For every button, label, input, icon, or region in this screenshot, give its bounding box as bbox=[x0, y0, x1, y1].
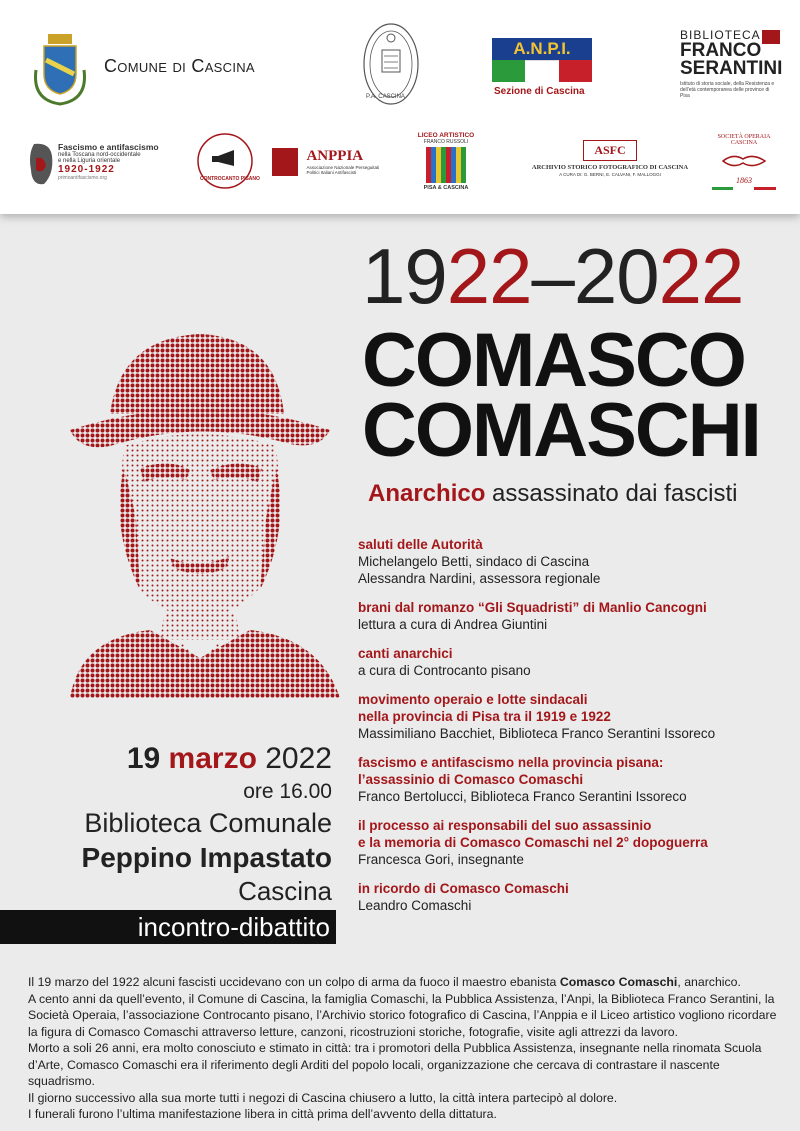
seal-text: P.A. CASCINA bbox=[366, 94, 405, 100]
description-p1-bold: Comasco Comaschi bbox=[559, 975, 678, 989]
fascismo-sub2: e nella Liguria orientale bbox=[58, 158, 121, 164]
societa-year: 1863 bbox=[736, 176, 752, 185]
program-item bbox=[358, 691, 788, 742]
liceo-place: PISA & CASCINA bbox=[423, 185, 469, 191]
program-item bbox=[358, 754, 788, 805]
program-item-heading: e la memoria di Comasco Comaschi nel 2° dopoguerra bbox=[358, 835, 708, 850]
name-last: COMASCHI bbox=[362, 388, 760, 473]
event-venue-name: Peppino Impastato bbox=[81, 842, 332, 873]
program-item-heading: brani dal romanzo “Gli Squadristi” di Manlio Cancogni bbox=[358, 600, 707, 615]
program-item-speaker: Francesca Gori, insegnante bbox=[358, 852, 524, 867]
anppia-logo bbox=[272, 148, 386, 176]
program-item bbox=[358, 645, 788, 679]
societa-operaia-logo bbox=[712, 134, 776, 190]
serantini-label: SERANTINI bbox=[680, 58, 783, 79]
years-dash-20: –20 bbox=[531, 232, 659, 320]
franco-label: FRANCO bbox=[680, 40, 762, 61]
description-p4: Il giorno successivo alla sua morte tutti i negozi di Cascina chiusero a lutto, la città intera partecipò al dolore. bbox=[28, 1090, 618, 1105]
fascismo-map-icon bbox=[28, 140, 54, 188]
biblioteca-label: BIBLIOTECA bbox=[680, 28, 761, 42]
comune-crest-icon bbox=[28, 30, 92, 106]
handshake-icon bbox=[719, 149, 769, 171]
liceo-name: FRANCO RUSSOLI bbox=[423, 139, 469, 145]
program-item bbox=[358, 880, 788, 914]
biblioteca-desc: Istituto di storia sociale, della Resistenza e dell'età contemporanea delle province di Pisa bbox=[680, 81, 775, 99]
anppia-emblem-icon bbox=[272, 148, 298, 176]
program-item-speaker: Massimiliano Bacchiet, Biblioteca Franco Serantini Issoreco bbox=[358, 726, 716, 741]
description-p5: I funerali furono l’ultima manifestazione libera in città prima dell’avvento della dittatura. bbox=[28, 1107, 497, 1121]
program-item-speaker: Michelangelo Betti, sindaco di Cascina bbox=[358, 554, 590, 569]
years-title bbox=[362, 232, 744, 320]
logo-band bbox=[0, 0, 800, 214]
description-p1 bbox=[28, 974, 778, 991]
years-19: 19 bbox=[362, 232, 447, 320]
program-item-heading: il processo ai responsabili del suo assassinio bbox=[358, 818, 652, 833]
program-item-speaker: Alessandra Nardini, assessora regionale bbox=[358, 571, 601, 586]
description-p1-post: , anarchico. bbox=[677, 975, 741, 989]
event-city: Cascina bbox=[238, 876, 332, 906]
event-time: ore 16.00 bbox=[243, 780, 332, 803]
comune-label: Comune di Cascina bbox=[104, 56, 255, 76]
fascismo-years: 1920-1922 bbox=[58, 164, 115, 175]
program-item-speaker: Leandro Comaschi bbox=[358, 898, 472, 913]
program-item bbox=[358, 536, 788, 587]
tricolor-bar bbox=[712, 187, 776, 190]
anpi-sub: Sezione di Cascina bbox=[494, 86, 585, 97]
event-month: marzo bbox=[168, 742, 257, 775]
subtitle-rest: assassinato dai fascisti bbox=[485, 480, 738, 507]
serantini-bar-icon bbox=[762, 30, 780, 44]
portrait-illustration bbox=[40, 318, 360, 698]
years-22a: 22 bbox=[446, 232, 532, 320]
program-item-heading: l’assassinio di Comasco Comaschi bbox=[358, 772, 584, 787]
program-item-heading: saluti delle Autorità bbox=[358, 537, 483, 552]
societa-label: SOCIETÀ OPERAIA CASCINA bbox=[717, 134, 771, 146]
years-22b: 22 bbox=[658, 232, 744, 320]
program-item-heading: fascismo e antifascismo nella provincia pisana: bbox=[358, 755, 664, 770]
liceo-logo bbox=[414, 132, 478, 191]
subtitle bbox=[368, 480, 738, 508]
liceo-emblem-icon bbox=[426, 147, 466, 183]
fascismo-url: primoantifascismo.org bbox=[58, 175, 107, 181]
name-first: COMASCO bbox=[362, 318, 745, 403]
subtitle-anarchico: Anarchico bbox=[368, 480, 486, 507]
program-item-speaker: lettura a cura di Andrea Giuntini bbox=[358, 617, 548, 632]
liceo-title: LICEO ARTISTICO bbox=[417, 132, 475, 139]
anppia-sub: Associazione Nazionale Perseguitati Politici Italiani Antifascisti bbox=[306, 165, 380, 175]
event-type: incontro-dibattito bbox=[137, 912, 330, 942]
program-item-heading: in ricordo di Comasco Comaschi bbox=[358, 881, 569, 896]
anpi-label: A.N.P.I. bbox=[513, 39, 571, 58]
program-item-heading: canti anarchici bbox=[358, 646, 453, 661]
event-year: 2022 bbox=[265, 742, 332, 775]
event-day: 19 bbox=[126, 742, 161, 775]
controcanto-label: CONTROCANTO PISANO bbox=[200, 176, 260, 182]
program-list bbox=[358, 536, 788, 926]
program-item-heading: nella provincia di Pisa tra il 1919 e 1922 bbox=[358, 709, 611, 724]
program-item-speaker: Franco Bertolucci, Biblioteca Franco Serantini Issoreco bbox=[358, 789, 687, 804]
asfc-title: ARCHIVIO STORICO FOTOGRAFICO DI CASCINA bbox=[531, 164, 689, 171]
name-title bbox=[362, 318, 760, 473]
asfc-label: ASFC bbox=[583, 140, 636, 161]
anpi-logo bbox=[492, 38, 592, 82]
fascismo-title: Fascismo e antifascismo bbox=[58, 142, 159, 152]
description-p3: Morto a soli 26 anni, era molto conosciuto e stimato in città: tra i promotori della Pubblica Assistenza, insegnante nella rinomata Scuola d’Arte, Comasco Comaschi era il riferimento degli Arditi del popolo locali, organizzazione che cercava di contrastare il nascente squadrismo. bbox=[28, 1041, 762, 1088]
description-p1-pre: Il 19 marzo del 1922 alcuni fascisti uccidevano con un colpo di arma da fuoco il maestro ebanista bbox=[28, 975, 560, 989]
fascismo-sub1: nella Toscana nord-occidentale bbox=[58, 152, 141, 158]
biblioteca-serantini-logo bbox=[680, 28, 783, 99]
program-item-heading: movimento operaio e lotte sindacali bbox=[358, 692, 588, 707]
program-item bbox=[358, 817, 788, 868]
program-item bbox=[358, 599, 788, 633]
asfc-sub: A CURA DI: G. BERNI, E. CALVANI, F. MALLOGGI bbox=[559, 172, 661, 177]
asfc-logo bbox=[530, 140, 690, 177]
event-type-banner bbox=[0, 910, 336, 944]
description bbox=[28, 974, 778, 1123]
event-venue: Biblioteca Comunale bbox=[84, 808, 332, 838]
anppia-label: ANPPIA bbox=[306, 148, 364, 164]
description-p2: A cento anni da quell’evento, il Comune di Cascina, la famiglia Comaschi, la Pubblica Assistenza, l’Anpi, la Biblioteca Franco Serantini, la Società Operaia, l’associazione Controcanto pisano, l’Archivio storico fotografico di Cascina, l’Anppia e il Liceo artistico vogliono ricordare la figura di Comasco Comaschi attraverso letture, canzoni, ricostruzioni storiche, fotografie, visite agli attrezzi da lavoro. bbox=[28, 991, 777, 1039]
program-item-speaker: a cura di Controcanto pisano bbox=[358, 663, 531, 678]
fascismo-antifascismo-logo bbox=[58, 142, 188, 181]
event-date bbox=[127, 742, 332, 776]
